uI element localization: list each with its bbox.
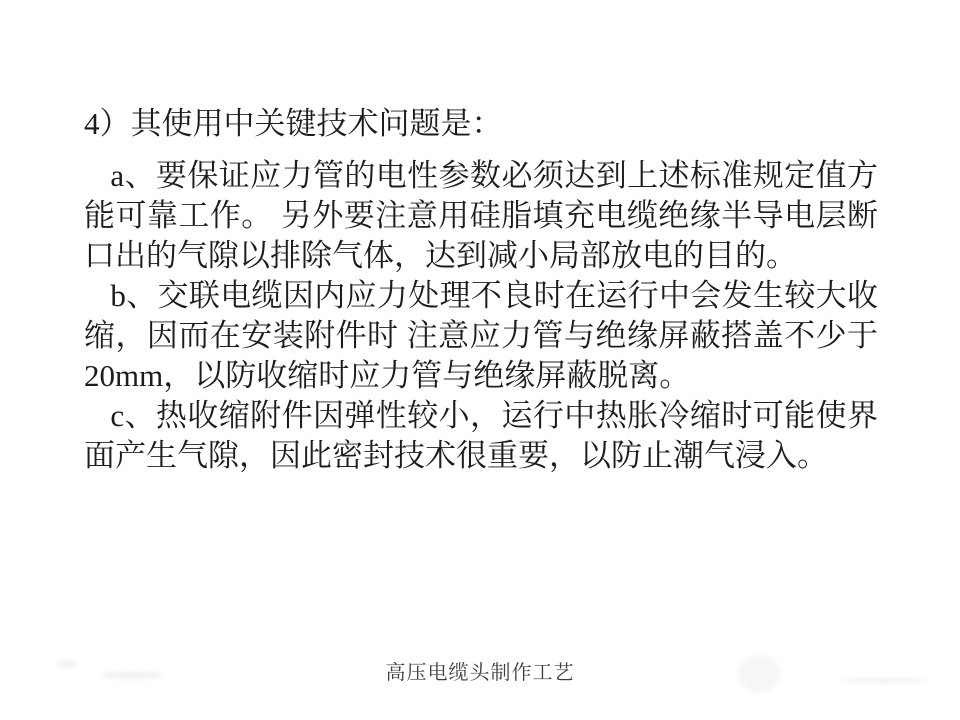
- slide-title: 4）其使用中关键技术问题是：: [84, 106, 503, 141]
- paragraph-c: c、热收缩附件因弹性较小，运行中热胀冷缩时可能使界面产生气隙，因此密封技术很重要，以防止潮气浸入。: [84, 398, 878, 473]
- footer-title: 高压电缆头制作工艺: [385, 662, 575, 684]
- slide-body: [84, 104, 878, 476]
- paragraph-b: b、交联电缆因内应力处理不良时在运行中会发生较大收缩，因而在安装附件时 注意应力管与绝缘屏蔽搭盖不少于20mm，以防收缩时应力管与绝缘屏蔽脱离。: [84, 278, 878, 393]
- paragraph-a: a、要保证应力管的电性参数必须达到上述标准规定值方能可靠工作。 另外要注意用硅脂填充电缆绝缘半导电层断口出的气隙以排除气体，达到减小局部放电的目的。: [84, 158, 878, 273]
